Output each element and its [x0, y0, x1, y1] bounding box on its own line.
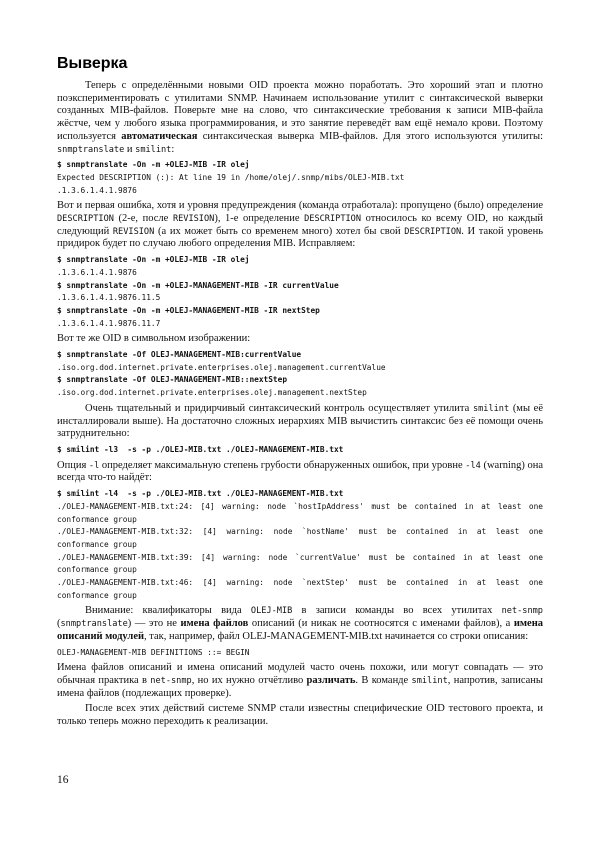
text-segment: , так, например, файл OLEJ-MANAGEMENT-MIB.txt начинается со строки описания: [144, 630, 529, 642]
text-segment: описаний (и никак не соотносятся с именами файлов), а [248, 618, 514, 630]
inline-code-l-option: -l [88, 460, 100, 471]
paragraph-first-error [57, 200, 543, 251]
paragraph-option [57, 460, 543, 485]
code-block-first-check [57, 159, 543, 197]
terminal-command: $ snmptranslate -Of OLEJ-MANAGEMENT-MIB::nextStep [57, 375, 288, 385]
terminal-command: $ snmptranslate -Of OLEJ-MANAGEMENT-MIB:currentValue [57, 350, 302, 360]
inline-code-net-snmp: net-snmp [150, 675, 192, 686]
terminal-command: $ smilint -l4 -s -p ./OLEJ-MIB.txt ./OLEJ-MANAGEMENT-MIB.txt [57, 489, 344, 499]
terminal-warning: ./OLEJ-MANAGEMENT-MIB.txt:46: [4] warning: node `nextStep' must be contained in at least one conformance group [57, 578, 543, 600]
terminal-output: .iso.org.dod.internet.private.enterprises.olej.management.currentValue [57, 362, 386, 372]
terminal-warning: ./OLEJ-MANAGEMENT-MIB.txt:24: [4] warning: node `hostIpAddress' must be contained in at least one conformance group [57, 501, 543, 524]
inline-code-revision: REVISION [172, 214, 215, 225]
terminal-output: Expected DESCRIPTION (:): At line 19 in /home/olej/.snmp/mibs/OLEJ-MIB.txt [57, 172, 405, 182]
terminal-output: .iso.org.dod.internet.private.enterprises.olej.management.nextStep [57, 388, 367, 398]
text-segment: , напротив, записаны имена файлов (подлежащих проверке). [57, 674, 543, 699]
inline-code-smilint: smilint [411, 675, 448, 686]
inline-code-description: DESCRIPTION [57, 214, 114, 225]
inline-code-snmptranslate: snmptranslate [60, 619, 128, 630]
code-block-smilint-l3 [57, 444, 543, 457]
text-segment: определяет максимальную степень грубости обнаруженных ошибок, при уровне [99, 459, 466, 471]
paragraph-intro [57, 80, 543, 156]
text-segment: , но их нужно отчётливо [191, 674, 307, 686]
inline-code-snmptranslate: snmptranslate [57, 144, 125, 155]
terminal-command: $ snmptranslate -On -m +OLEJ-MIB -IR olej [57, 255, 250, 265]
text-segment: ( [57, 618, 61, 630]
code-block-symbolic-oids [57, 349, 543, 400]
text-segment: (warning) она всегда что-то найдёт: [57, 459, 544, 484]
bold-text-automatic: автоматическая [121, 130, 198, 142]
inline-code-description: DESCRIPTION [304, 214, 362, 225]
inline-code-net-snmp: net-snmp [501, 606, 543, 617]
terminal-output: .1.3.6.1.4.1.9876.11.7 [57, 318, 161, 328]
text-segment: (2-е, после [113, 213, 173, 225]
terminal-output: .1.3.6.1.4.1.9876 [57, 267, 137, 277]
page-title: Выверка [57, 55, 128, 72]
bold-text-file-names: имена файлов [180, 618, 249, 630]
code-block-fixed-oids [57, 254, 543, 330]
text-segment: в записи команды во всех утилитах [292, 605, 502, 617]
text-segment: Очень тщательный и придирчивый синтаксический контроль осуществляет утилита [85, 402, 473, 414]
bold-text-distinguish: различать [306, 674, 356, 686]
terminal-warning: ./OLEJ-MANAGEMENT-MIB.txt:32: [4] warning: node `hostName' must be contained in at least one conformance group [57, 527, 543, 549]
text-segment: Теперь с определёнными новыми OID проекта можно поработать. Это хороший этап и плотно поэкспериментировать с утилитами SNMP. Начинаем использование утилит с синтаксической выверки созданных MIB-файлов. Поверьте мне на слово, что синтаксические требования к записи MIB-файла жёстче, чем у любого языка программирования, и это занятие переведёт вам ещё немало крови. Поэтому используется [57, 80, 543, 142]
text-segment: . И такой уровень придирок будет по случаю любого определения MIB. Исправляем: [57, 225, 543, 250]
terminal-command: $ snmptranslate -On -m +OLEJ-MANAGEMENT-MIB -IR currentValue [57, 280, 339, 290]
text-segment: : [171, 143, 175, 155]
paragraph-attention [57, 605, 543, 643]
text-segment: синтаксическая выверка MIB-файлов. Для этого используются утилиты: [197, 130, 543, 142]
text-segment: и [124, 143, 136, 155]
terminal-output: .1.3.6.1.4.1.9876 [57, 185, 137, 195]
inline-code-smilint: smilint [135, 144, 172, 155]
text-segment: (мы её инсталлировали выше). На достаточно сложных иерархиях MIB вычистить синтаксис без её помощи очень затруднительно: [57, 402, 543, 440]
inline-code-revision: REVISION [112, 226, 155, 237]
text-segment: Внимание: квалификаторы вида [85, 605, 251, 617]
paragraph-smilint-intro [57, 403, 543, 441]
inline-code-description: DESCRIPTION [404, 226, 462, 237]
terminal-command: $ smilint -l3 -s -p ./OLEJ-MIB.txt ./OLEJ-MANAGEMENT-MIB.txt [57, 444, 344, 454]
terminal-output: .1.3.6.1.4.1.9876.11.5 [57, 293, 161, 303]
paragraph-names [57, 662, 543, 700]
code-block-definitions-begin [57, 647, 543, 660]
text-segment: Опция [57, 459, 89, 471]
inline-code-olej-mib: OLEJ-MIB [250, 606, 293, 617]
inline-code-l4-option: -l4 [465, 460, 481, 471]
terminal-warning: ./OLEJ-MANAGEMENT-MIB.txt:39: [4] warning: node `currentValue' must be contained in at least one conformance group [57, 552, 543, 575]
terminal-command: $ snmptranslate -On -m +OLEJ-MANAGEMENT-MIB -IR nextStep [57, 305, 320, 315]
text-segment: ) — это не [127, 618, 181, 630]
inline-code-smilint: smilint [472, 403, 510, 414]
text-segment: После всех этих действий системе SNMP стали известны специфические OID тестового проекта, и только теперь можно переходить к реализации. [57, 703, 543, 728]
text-segment: (а их может быть со временем много) хотел бы свой [154, 225, 405, 237]
bold-text-module-names: имена описаний модулей [57, 618, 544, 642]
text-segment: Имена файлов описаний и имена описаний модулей часто очень похожи, или могут совпадать — это обычная практика в [57, 662, 543, 686]
paragraph-final [57, 703, 543, 728]
text-segment: относилось ко всему OID, но каждый следующий [57, 213, 543, 237]
text-segment: Вот те же OID в символьном изображении: [57, 333, 251, 345]
code-text: OLEJ-MANAGEMENT-MIB DEFINITIONS ::= BEGIN [57, 647, 250, 657]
code-block-smilint-l4-warnings [57, 488, 543, 602]
text-segment: Вот и первая ошибка, хотя и уровня предупреждения (команда отработала): пропущено (было) определение [57, 200, 543, 212]
page-number: 16 [57, 774, 69, 786]
paragraph-symbolic [57, 333, 543, 346]
terminal-command: $ snmptranslate -On -m +OLEJ-MIB -IR olej [57, 160, 250, 170]
text-segment: . В команде [355, 674, 412, 686]
text-segment: ), 1-е определение [214, 213, 305, 225]
